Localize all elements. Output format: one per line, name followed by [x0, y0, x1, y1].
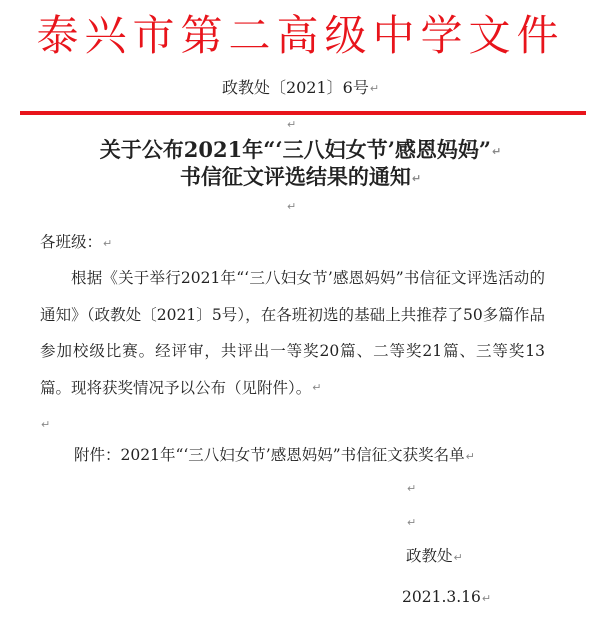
paragraph-mark-icon: ↵	[369, 81, 380, 95]
paragraph-mark-icon: ↵	[453, 550, 463, 564]
paragraph-mark-icon: ↵	[287, 200, 297, 213]
body-paragraph-text: 根据《关于举行2021年“‘三八妇女节’感恩妈妈”书信征文评选活动的通知》（政教处〔2021〕5号），在各班初选的基础上共推荐了50多篇作品参加校级比赛。经评审，共评出一等奖20篇、二等奖21篇、三等奖13篇。现将获奖情况予以公布（见附件）。	[40, 269, 545, 397]
red-divider-line	[20, 111, 586, 115]
paragraph-mark-icon: ↵	[41, 418, 51, 431]
paragraph-mark-icon: ↵	[481, 591, 492, 605]
paragraph-mark-icon: ↵	[407, 516, 417, 529]
title-line-1-text: 关于公布2021年“‘三八妇女节’感恩妈妈”	[99, 137, 491, 162]
document-title-line-1	[0, 136, 601, 166]
paragraph-mark-icon: ↵	[287, 118, 297, 131]
title-line-2-text: 书信征文评选结果的通知	[179, 164, 411, 189]
masthead-title: 泰兴市第二高级中学文件	[36, 11, 565, 60]
salutation	[40, 230, 112, 256]
issuer-signature	[406, 544, 463, 570]
issue-date	[402, 585, 491, 611]
document-number	[0, 76, 601, 101]
document-number-text: 政教处〔2021〕6号	[221, 78, 369, 97]
paragraph-mark-icon: ↵	[492, 144, 502, 158]
body-paragraph	[40, 260, 545, 407]
issue-date-text: 2021.3.16	[402, 588, 481, 606]
paragraph-mark-icon: ↵	[103, 236, 113, 250]
document-title-line-2	[0, 163, 601, 193]
paragraph-mark-icon: ↵	[411, 171, 422, 185]
paragraph-mark-icon: ↵	[407, 482, 417, 495]
salutation-text: 各班级：	[40, 233, 103, 251]
issuer-text: 政教处	[406, 547, 453, 565]
paragraph-mark-icon: ↵	[312, 381, 322, 395]
paragraph-mark-icon: ↵	[465, 449, 475, 463]
attachment-line	[74, 443, 475, 469]
attachment-text: 附件：2021年“‘三八妇女节’感恩妈妈”书信征文获奖名单	[74, 446, 465, 464]
